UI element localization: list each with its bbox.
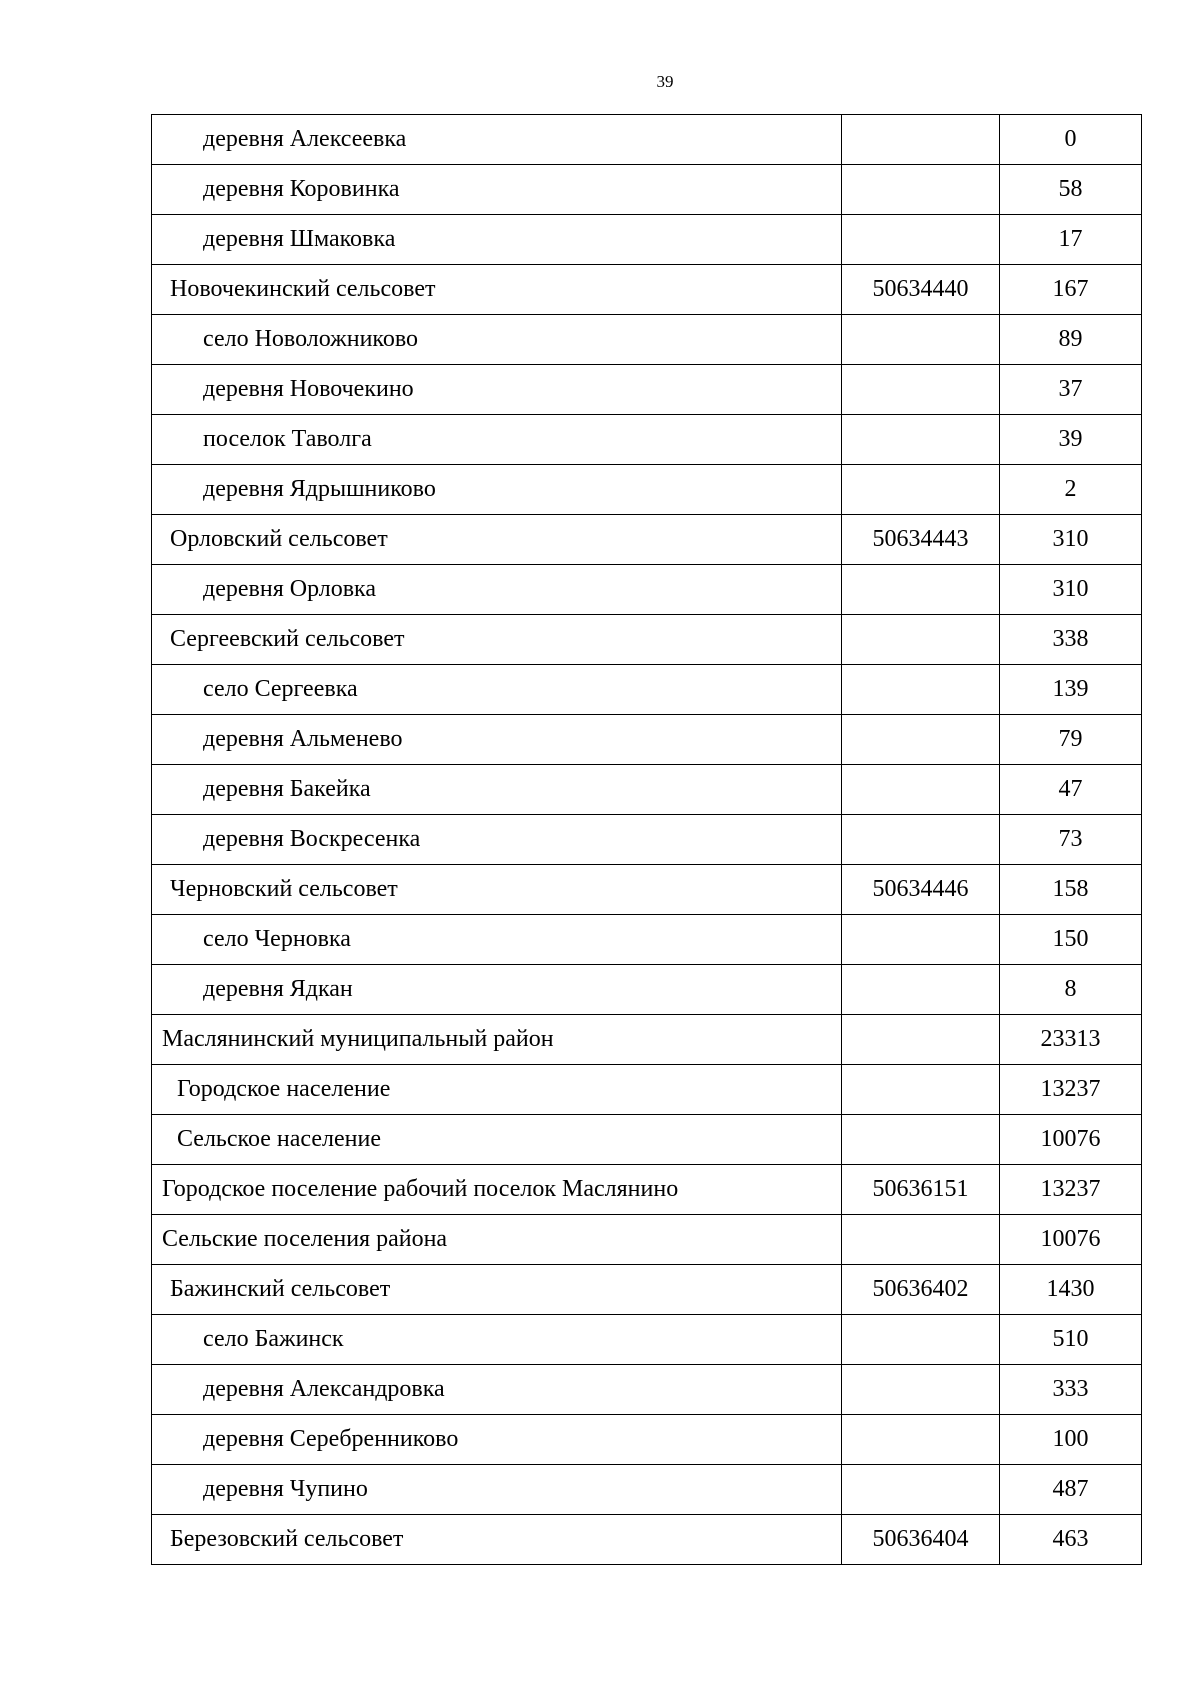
oktmo-code-cell <box>842 1465 1000 1515</box>
settlement-name-cell: деревня Новочекино <box>152 365 842 415</box>
population-value-cell: 10076 <box>1000 1115 1142 1165</box>
oktmo-code-cell <box>842 915 1000 965</box>
oktmo-code-cell <box>842 1115 1000 1165</box>
settlement-name-cell: Черновский сельсовет <box>152 865 842 915</box>
table-row <box>152 765 1142 815</box>
table-row <box>152 865 1142 915</box>
table-row <box>152 1265 1142 1315</box>
population-value-cell: 333 <box>1000 1365 1142 1415</box>
table-row <box>152 1115 1142 1165</box>
oktmo-code-cell <box>842 565 1000 615</box>
oktmo-code-cell <box>842 965 1000 1015</box>
settlement-name-cell: деревня Чупино <box>152 1465 842 1515</box>
table-row <box>152 1165 1142 1215</box>
settlement-name-cell: деревня Альменево <box>152 715 842 765</box>
oktmo-code-cell <box>842 365 1000 415</box>
population-value-cell: 510 <box>1000 1315 1142 1365</box>
table-row <box>152 565 1142 615</box>
population-value-cell: 39 <box>1000 415 1142 465</box>
population-value-cell: 17 <box>1000 215 1142 265</box>
population-value-cell: 73 <box>1000 815 1142 865</box>
oktmo-code-cell <box>842 165 1000 215</box>
table-row <box>152 965 1142 1015</box>
table-row <box>152 915 1142 965</box>
settlement-name-cell: Городское население <box>152 1065 842 1115</box>
settlement-name-cell: деревня Орловка <box>152 565 842 615</box>
settlement-name-cell: Орловский сельсовет <box>152 515 842 565</box>
settlement-name-cell: село Бажинск <box>152 1315 842 1365</box>
settlement-name-cell: деревня Шмаковка <box>152 215 842 265</box>
oktmo-code-cell: 50636151 <box>842 1165 1000 1215</box>
settlement-name-cell: деревня Воскресенка <box>152 815 842 865</box>
population-value-cell: 338 <box>1000 615 1142 665</box>
settlement-name-cell: поселок Таволга <box>152 415 842 465</box>
oktmo-code-cell <box>842 465 1000 515</box>
population-value-cell: 0 <box>1000 115 1142 165</box>
table-row <box>152 1465 1142 1515</box>
settlement-name-cell: Сергеевский сельсовет <box>152 615 842 665</box>
settlement-name-cell: деревня Коровинка <box>152 165 842 215</box>
table-row <box>152 1365 1142 1415</box>
table-row <box>152 215 1142 265</box>
table-row <box>152 1015 1142 1065</box>
population-value-cell: 10076 <box>1000 1215 1142 1265</box>
population-value-cell: 167 <box>1000 265 1142 315</box>
table-row <box>152 365 1142 415</box>
oktmo-code-cell <box>842 315 1000 365</box>
table-row <box>152 1415 1142 1465</box>
settlement-name-cell: Березовский сельсовет <box>152 1515 842 1565</box>
page-number: 39 <box>656 72 674 91</box>
oktmo-code-cell: 50636404 <box>842 1515 1000 1565</box>
settlement-name-cell: село Сергеевка <box>152 665 842 715</box>
settlement-name-cell: село Новоложниково <box>152 315 842 365</box>
table-row <box>152 665 1142 715</box>
settlement-name-cell: деревня Ядрышниково <box>152 465 842 515</box>
oktmo-code-cell <box>842 1015 1000 1065</box>
table-row <box>152 1315 1142 1365</box>
oktmo-code-cell <box>842 615 1000 665</box>
settlement-name-cell: деревня Бакейка <box>152 765 842 815</box>
table-row <box>152 1215 1142 1265</box>
oktmo-code-cell: 50634446 <box>842 865 1000 915</box>
table-row <box>152 315 1142 365</box>
table-row <box>152 415 1142 465</box>
population-value-cell: 158 <box>1000 865 1142 915</box>
table-row <box>152 1065 1142 1115</box>
settlement-name-cell: Городское поселение рабочий поселок Маслянино <box>152 1165 842 1215</box>
table-row <box>152 615 1142 665</box>
population-value-cell: 13237 <box>1000 1065 1142 1115</box>
settlement-name-cell: село Черновка <box>152 915 842 965</box>
table-row <box>152 715 1142 765</box>
table-row <box>152 165 1142 215</box>
population-value-cell: 58 <box>1000 165 1142 215</box>
population-value-cell: 487 <box>1000 1465 1142 1515</box>
population-value-cell: 13237 <box>1000 1165 1142 1215</box>
settlement-name-cell: Бажинский сельсовет <box>152 1265 842 1315</box>
oktmo-code-cell: 50636402 <box>842 1265 1000 1315</box>
population-value-cell: 463 <box>1000 1515 1142 1565</box>
population-value-cell: 150 <box>1000 915 1142 965</box>
oktmo-code-cell <box>842 1215 1000 1265</box>
table-row <box>152 465 1142 515</box>
oktmo-code-cell <box>842 765 1000 815</box>
oktmo-code-cell: 50634440 <box>842 265 1000 315</box>
table-row <box>152 515 1142 565</box>
table-body <box>152 115 1142 1565</box>
table-row <box>152 115 1142 165</box>
oktmo-code-cell <box>842 1365 1000 1415</box>
population-value-cell: 100 <box>1000 1415 1142 1465</box>
oktmo-code-cell <box>842 715 1000 765</box>
population-value-cell: 310 <box>1000 515 1142 565</box>
oktmo-code-cell <box>842 815 1000 865</box>
population-value-cell: 1430 <box>1000 1265 1142 1315</box>
population-value-cell: 139 <box>1000 665 1142 715</box>
table-row <box>152 815 1142 865</box>
settlement-name-cell: деревня Серебренниково <box>152 1415 842 1465</box>
settlement-name-cell: Маслянинский муниципальный район <box>152 1015 842 1065</box>
oktmo-code-cell <box>842 1065 1000 1115</box>
settlement-name-cell: Новочекинский сельсовет <box>152 265 842 315</box>
settlement-name-cell: деревня Ядкан <box>152 965 842 1015</box>
population-value-cell: 79 <box>1000 715 1142 765</box>
oktmo-code-cell <box>842 215 1000 265</box>
population-value-cell: 310 <box>1000 565 1142 615</box>
oktmo-code-cell <box>842 1415 1000 1465</box>
population-table <box>151 114 1142 1565</box>
oktmo-code-cell <box>842 665 1000 715</box>
oktmo-code-cell <box>842 415 1000 465</box>
population-value-cell: 2 <box>1000 465 1142 515</box>
oktmo-code-cell <box>842 115 1000 165</box>
population-value-cell: 8 <box>1000 965 1142 1015</box>
population-value-cell: 23313 <box>1000 1015 1142 1065</box>
population-value-cell: 89 <box>1000 315 1142 365</box>
oktmo-code-cell: 50634443 <box>842 515 1000 565</box>
population-value-cell: 37 <box>1000 365 1142 415</box>
table-row <box>152 1515 1142 1565</box>
table-row <box>152 265 1142 315</box>
settlement-name-cell: деревня Алексеевка <box>152 115 842 165</box>
population-value-cell: 47 <box>1000 765 1142 815</box>
oktmo-code-cell <box>842 1315 1000 1365</box>
settlement-name-cell: Сельские поселения района <box>152 1215 842 1265</box>
settlement-name-cell: деревня Александровка <box>152 1365 842 1415</box>
settlement-name-cell: Сельское население <box>152 1115 842 1165</box>
